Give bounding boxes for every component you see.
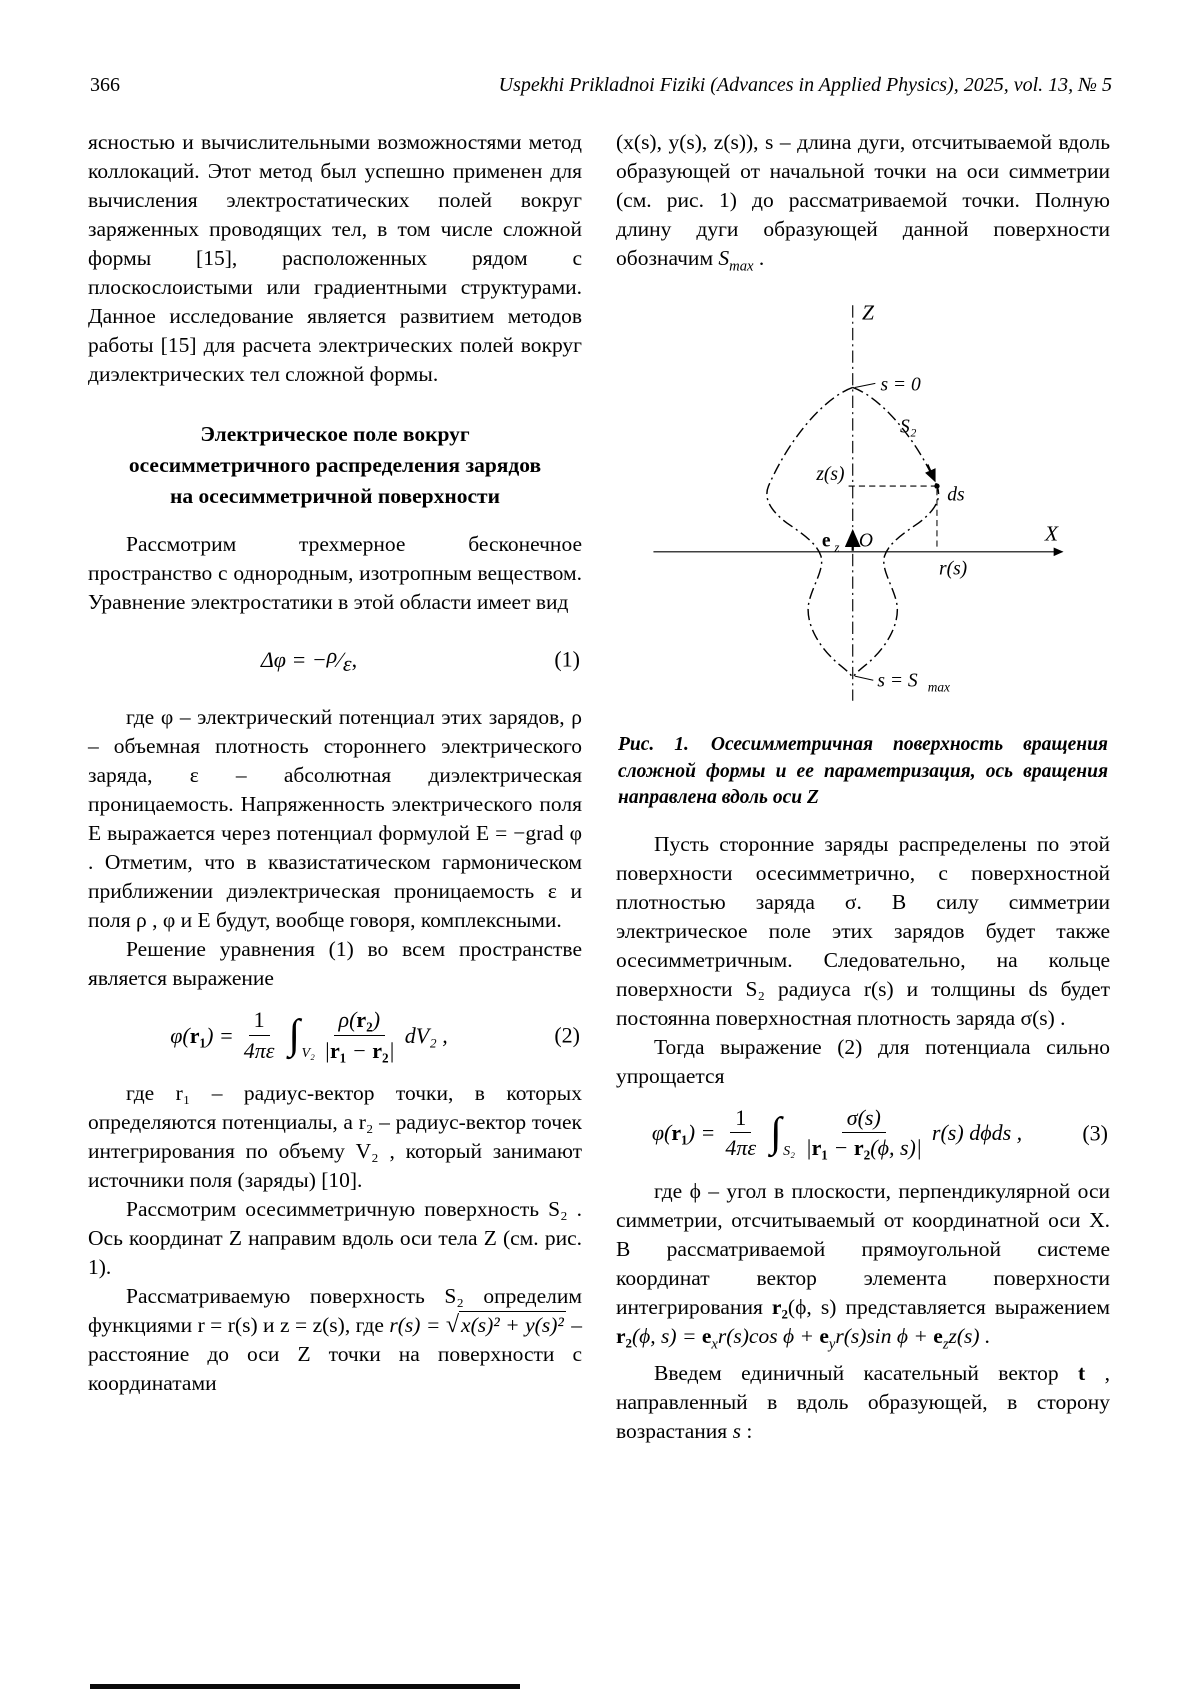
paragraph-arc-length: (x(s), y(s), z(s)), s – длина дуги, отсчитываемой вдоль образующей от начальной точки на оси симметрии (см. рис. 1) до рассматриваемой точки. Полную длину дуги образующей данной поверхности обозначим $S_{max}$ . xyxy=(616,130,1110,275)
eq2-differential: dV₂ , xyxy=(404,1022,448,1048)
eq1-comma: , xyxy=(351,646,358,672)
ez-label: e xyxy=(821,530,831,552)
paragraph-radius-vectors: где r₁ – радиус-вектор точки, в которых определяются потенциалы, а r₂ – радиус-вектор точек интегрирования по объему V₂ , который занимают источники поля (заряды) [10]. xyxy=(88,1081,582,1192)
right-column xyxy=(616,128,1110,1446)
paragraph-collocation-method: ясностью и вычислительными возможностями метод коллокаций. Этот метод был успешно применен для вычисления электростатических полей вокруг заряженных проводящих тел, в том числе сложной формы [15], расположенных рядом с плоскослоистыми или градиентными структурами. Данное исследование является развитием методов работы [15] для расчета электрических полей вокруг диэлектрических тел сложной формы. xyxy=(88,130,582,386)
s-max-symbol: S xyxy=(718,246,730,270)
smax-leader-line xyxy=(855,676,873,680)
eq2-r1-vector: r₁ xyxy=(189,1022,207,1048)
smax-label: s = S xyxy=(877,670,918,692)
figure-caption-label: Рис. 1. xyxy=(618,734,689,756)
equation-2 xyxy=(88,1007,582,1063)
paragraph-tangent-vector: Введем единичный касательный вектор t , направленный в вдоль образующей, в сторону возрастания s : xyxy=(616,1361,1110,1444)
eq2-integral xyxy=(286,1012,315,1061)
sqrt-sign: √ xyxy=(445,1312,460,1338)
eq2-phi: φ( xyxy=(170,1022,190,1048)
equation-1 xyxy=(88,631,582,687)
figure-1 xyxy=(616,297,1110,716)
surface-s2-label: S₂ xyxy=(899,416,917,438)
page-number: 366 xyxy=(90,74,120,96)
figure-1-caption xyxy=(618,732,1108,812)
integral-sign: ∫ xyxy=(288,1012,300,1058)
figure-caption-text: Осесимметричная поверхность вращения сложной формы и ее параметризация, ось вращения направлена вдоль оси Z xyxy=(618,734,1108,809)
eq3-integrand-fraction: $\frac{\sigma(s)}{\text{|r₁ − r₂(ϕ, s)|}}$ xyxy=(805,1105,922,1161)
eq1-denominator: ε xyxy=(342,650,352,676)
eq1-numerator: ρ xyxy=(326,642,338,668)
integral-sign: ∫ xyxy=(770,1109,782,1156)
z-axis-label: Z xyxy=(861,300,874,325)
integral-domain: S₂ xyxy=(783,1143,795,1159)
equation-3 xyxy=(616,1105,1110,1161)
x-axis-label: X xyxy=(1044,521,1058,546)
equation-3-number: (3) xyxy=(1082,1120,1108,1146)
ds-arrow xyxy=(928,465,935,481)
eq3-differential: r(s) dϕds , xyxy=(931,1120,1023,1146)
left-column xyxy=(88,128,582,1398)
eq2-equals: ) = xyxy=(206,1022,234,1048)
paragraph-solution-intro: Решение уравнения (1) во всем пространстве является выражение xyxy=(88,937,582,990)
paragraph-surface-functions: Рассматриваемую поверхность S₂ определим функциями r = r(s) и z = z(s), где r(s) = √x(s)² + y(s)² – расстояние до оси Z точки на поверхности с координатами xyxy=(88,1284,583,1395)
page-header xyxy=(88,74,1112,104)
integral-domain: V₂ xyxy=(301,1046,315,1061)
paragraph-surface-charge: Пусть сторонние заряды распределены по этой поверхности осесимметрично, с поверхностной плотностью заряда σ. В силу симметрии электрическое поле этих зарядов будет также осесимметричным. Следовательно, на кольце поверхности S₂ радиуса r(s) и толщины ds будет постоянна поверхностная плотность заряда σ(s) . xyxy=(616,831,1110,1030)
eq2-coefficient-fraction: $\frac{1}{4\pi\varepsilon}$ xyxy=(243,1007,275,1063)
eq1-lhs: Δφ = − xyxy=(260,646,327,672)
journal-title: Uspekhi Prikladnoi Fiziki (Advances in Applied Physics), 2025, vol. 13, № 5 xyxy=(498,74,1112,96)
eq3-phi: φ( xyxy=(651,1120,672,1146)
ez-subscript: z xyxy=(834,540,840,556)
origin-label: O xyxy=(858,530,873,552)
ds-label: ds xyxy=(947,484,965,506)
zs-label: z(s) xyxy=(816,464,845,486)
smax-subscript: max xyxy=(927,679,950,695)
paragraph-space-setup: Рассмотрим трехмерное бесконечное пространство с однородным, изотропным веществом. Уравнение электростатики в этой области имеет вид xyxy=(88,532,582,614)
equation-1-body xyxy=(260,642,358,676)
equation-2-body xyxy=(170,1007,448,1063)
ds-point xyxy=(934,484,939,489)
figure-1-drawing xyxy=(637,297,1089,708)
eq3-coefficient-fraction: $\frac{1}{4\pi\varepsilon}$ xyxy=(725,1105,757,1161)
inline-sqrt-formula: r(s) = √x(s)² + y(s)² xyxy=(389,1312,564,1338)
s0-leader-line xyxy=(855,384,876,388)
paragraph-axisymmetric-surface: Рассмотрим осесимметричную поверхность S₂ . Ось координат Z направим вдоль оси тела Z (см. рис. 1). xyxy=(88,1197,582,1279)
section-heading: Электрическое поле вокруг осесимметричного распределения зарядов на осесимметричной поверхности xyxy=(128,422,542,508)
eq2-integrand-fraction: $\frac{\text{ρ(r₂)}}{\text{|r₁ − r₂|}}$ xyxy=(323,1007,395,1063)
eq1-slash: ∕ xyxy=(338,646,342,672)
tangent-vector-symbol: t xyxy=(1078,1361,1086,1386)
paragraph-simplification-intro: Тогда выражение (2) для потенциала сильно упрощается xyxy=(616,1034,1110,1088)
eq3-r1-vector: r₁ xyxy=(671,1120,688,1146)
eq3-integral xyxy=(768,1109,795,1159)
equation-3-body xyxy=(652,1105,1022,1161)
paragraph-angle-definition: где ϕ – угол в плоскости, перпендикулярной оси симметрии, отсчитываемый от координатной оси X. В рассматриваемой прямоугольной системе координат вектор элемента поверхности интегрирования r₂(ϕ, s) представляется выражением r₂(ϕ, $s) = e_xr(s)\cos$ $\phi + e_yr(s)\sin$ $\phi + e_zz(s)$ . xyxy=(616,1178,1111,1353)
s0-label: s = 0 xyxy=(880,374,921,396)
equation-2-number: (2) xyxy=(554,1022,580,1048)
rs-label: r(s) xyxy=(939,558,968,580)
paragraph-potential-definitions: где φ – электрический потенциал этих зарядов, ρ – объемная плотность стороннего электрического заряда, ε – абсолютная диэлектрическая проницаемость. Напряженность электрического поля E выражается через потенциал формулой E = −grad φ . Отметим, что в квазистатическом гармоническом приближении диэлектрическая проницаемость ε и поля ρ , φ и E будут, вообще говоря, комплексными. xyxy=(88,705,582,932)
scan-artifact-bar xyxy=(90,1684,520,1689)
equation-1-number: (1) xyxy=(554,646,580,672)
eq3-equals: ) = xyxy=(687,1120,716,1146)
